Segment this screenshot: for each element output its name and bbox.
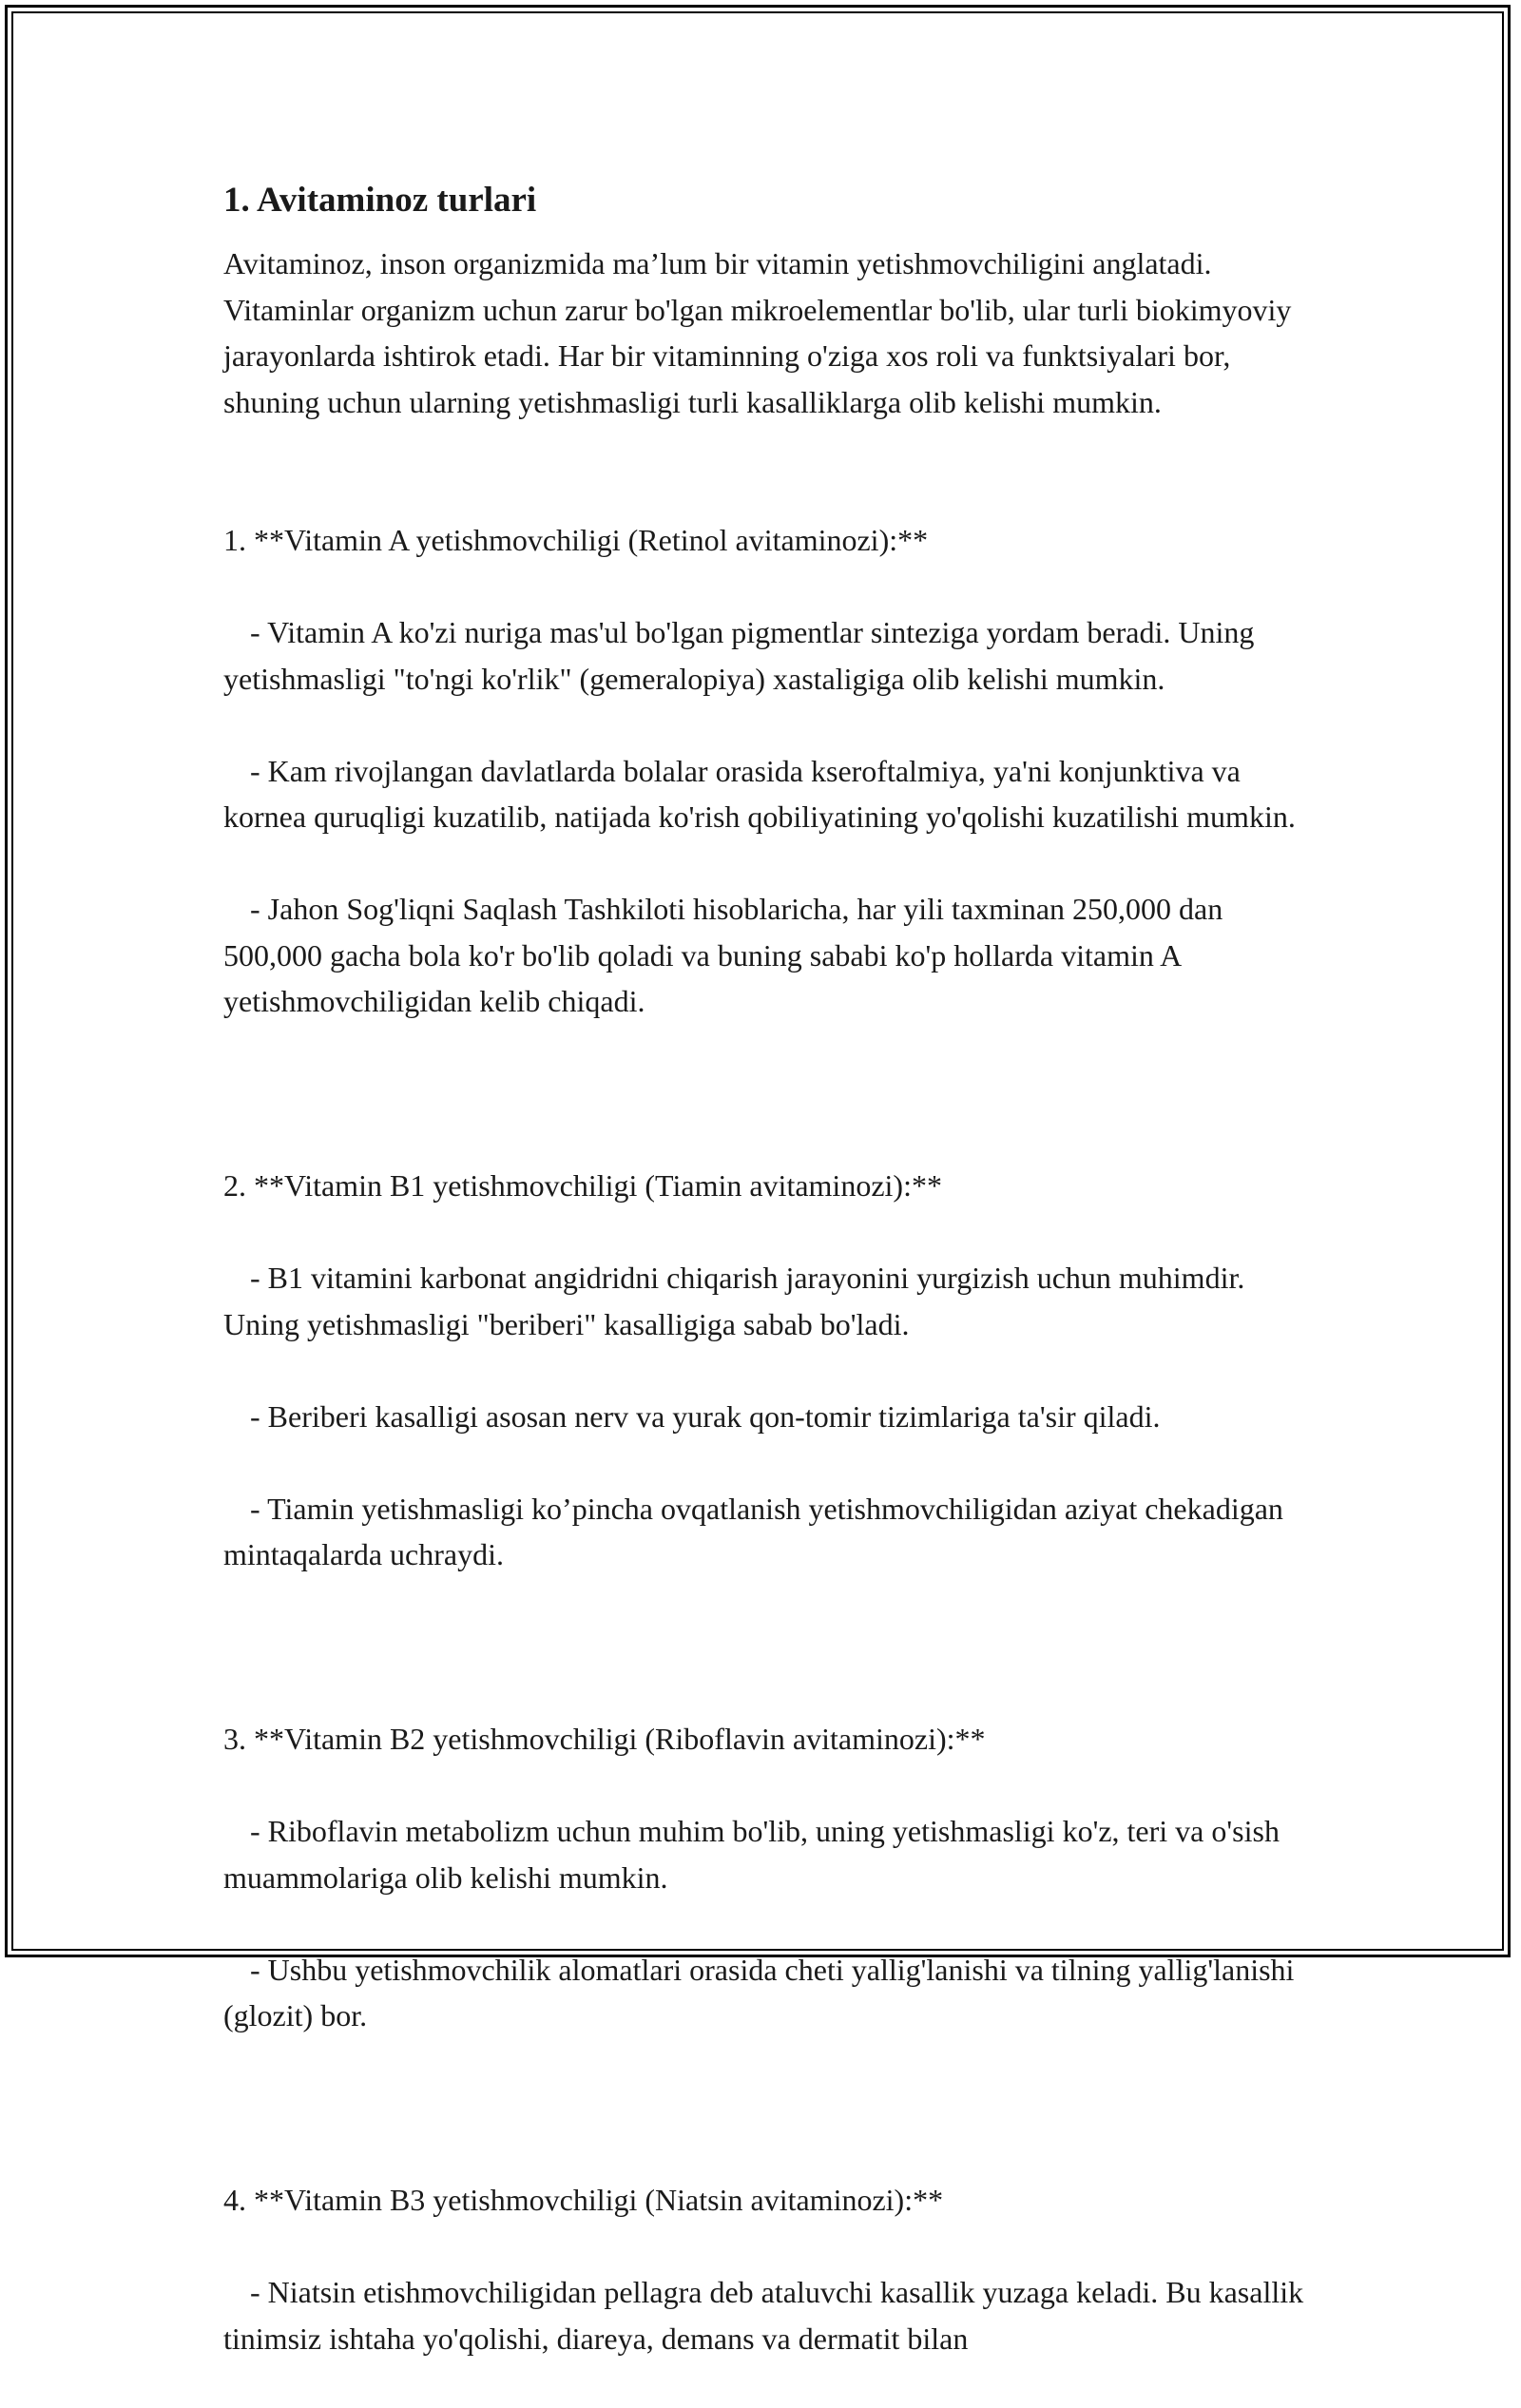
list-item: - Kam rivojlangan davlatlarda bolalar orasida kseroftalmiya, ya'ni konjunktiva va kornea quruqligi kuzatilib, natijada ko'rish qobiliyatining yo'qolishi kuzatilishi mumkin.: [223, 753, 1296, 834]
section-vitamin-b2: [223, 1670, 1307, 2086]
list-item: - Vitamin A ko'zi nuriga mas'ul bo'lgan pigmentlar sinteziga yordam beradi. Uning yetishmasligi "to'ngi ko'rlik" (gemeralopiya) xastaligiga olib kelishi mumkin.: [223, 615, 1255, 696]
list-item: - Ushbu yetishmovchilik alomatlari orasida cheti yallig'lanishi va tilning yallig'lanishi (glozit) bor.: [223, 1952, 1295, 2032]
section-title: 1. **Vitamin A yetishmovchiligi (Retinol avitaminozi):**: [223, 523, 929, 557]
list-item: - Riboflavin metabolizm uchun muhim bo'lib, uning yetishmasligi ko'z, teri va o'sish muammolariga olib kelishi mumkin.: [223, 1814, 1280, 1895]
list-item: - Jahon Sog'liqni Saqlash Tashkiloti hisoblaricha, har yili taxminan 250,000 dan 500,000 gacha bola ko'r bo'lib qoladi va buning sababi ko'p hollarda vitamin A yetishmovchiligidan kelib chiqadi.: [223, 892, 1223, 1018]
list-item: - Niatsin etishmovchiligidan pellagra deb ataluvchi kasallik yuzaga keladi. Bu kasallik tinimsiz ishtaha yo'qolishi, diareya, demans va dermatit bilan: [223, 2275, 1304, 2356]
section-title: 2. **Vitamin B1 yetishmovchiligi (Tiamin avitaminozi):**: [223, 1168, 942, 1203]
section-title: 4. **Vitamin B3 yetishmovchiligi (Niatsin avitaminozi):**: [223, 2183, 944, 2217]
section-vitamin-b3: [223, 2131, 1307, 2408]
list-item: - Tiamin yetishmasligi ko’pincha ovqatlanish yetishmovchiligidan aziyat chekadigan mintaqalarda uchraydi.: [223, 1491, 1283, 1571]
list-item: - Beriberi kasalligi asosan nerv va yurak qon-tomir tizimlariga ta'sir qiladi.: [250, 1398, 1161, 1434]
section-vitamin-a: [223, 472, 1307, 1071]
list-item: - B1 vitamini karbonat angidridni chiqarish jarayonini yurgizish uchun muhimdir. Uning yetishmasligi "beriberi" kasalligiga sabab bo'ladi.: [223, 1261, 1245, 1341]
document-body: [223, 176, 1307, 2408]
intro-paragraph: Avitaminoz, inson organizmida ma’lum bir vitamin yetishmovchiligini anglatadi. Vitaminlar organizm uchun zarur bo'lgan mikroelementlar bo'lib, ular turli biokimyoviy jarayonlarda ishtirok etadi. Har bir vitaminning o'ziga xos roli va funktsiyalari bor, shuning uchun ularning yetishmasligi turli kasalliklarga olib kelishi mumkin.: [223, 246, 1292, 419]
section-title: 3. **Vitamin B2 yetishmovchiligi (Riboflavin avitaminozi):**: [223, 1722, 986, 1756]
section-vitamin-b1: [223, 1117, 1307, 1625]
section-heading: 1. Avitaminoz turlari: [223, 181, 537, 220]
